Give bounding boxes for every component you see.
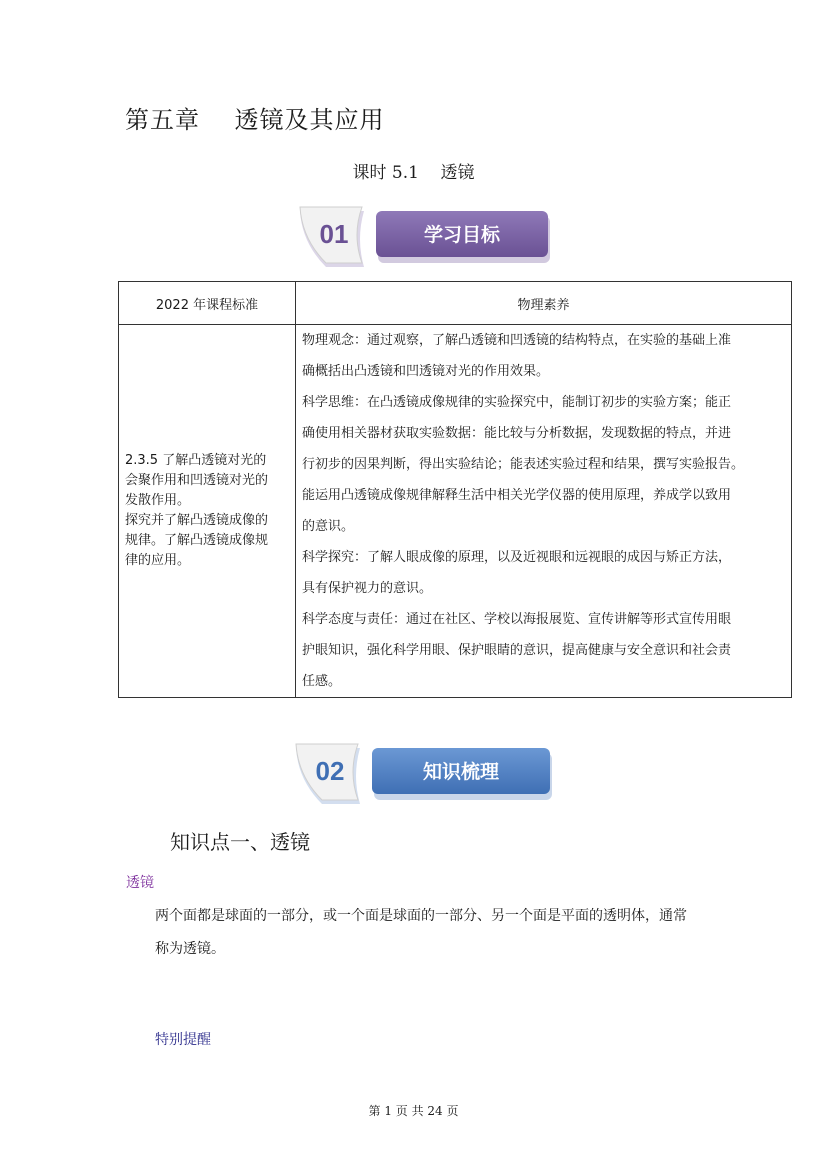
lens-definition: 两个面都是球面的一部分，或一个面是球面的一部分、另一个面是平面的透明体，通常 称为透镜。 [155, 908, 687, 957]
section-banner-knowledge [292, 740, 557, 810]
banner-label: 知识梳理 [422, 761, 500, 783]
physics-literacy-cell: 物理观念：通过观察，了解凸透镜和凹透镜的结构特点，在实验的基础上准 确概括出凸透镜和凹透镜对光的作用效果。 科学思维：在凸透镜成像规律的实验探究中，能制订初步的实验方案；能正 确使用相关器材获取实验数据：能比较与分析数据，发现数据的特点，并进 行初步的因果判断，得出实验结论；能表述实验过程和结果，撰写实验报告。 能运用凸透镜成像规律解释生活中相关光学仪器的使用原理，养成学以致用 的意识。 科学探究：了解人眼成像的原理，以及近视眼和远视眼的成因与矫正方法， 具有保护视力的意识。 科学态度与责任：通过在社区、学校以海报展览、宣传讲解等形式宣传用眼 护眼知识，强化科学用眼、保护眼睛的意识，提高健康与安全意识和社会责 任感。 [296, 325, 792, 698]
section-banner-objectives [296, 203, 556, 273]
banner-number: 01 [319, 219, 349, 249]
chapter-title: 第五章 透镜及其应用 [125, 106, 385, 134]
banner-label: 学习目标 [423, 224, 501, 246]
lesson-title: 课时 5.1 透镜 [352, 163, 475, 183]
knowledge-point-heading: 知识点一、透镜 [170, 830, 310, 854]
table-header-standard: 2022 年课程标准 [119, 282, 296, 325]
page-footer: 第 1 页 共 24 页 [368, 1104, 459, 1118]
curriculum-standard-cell: 2.3.5 了解凸透镜对光的 会聚作用和凹透镜对光的 发散作用。 探究并了解凸透镜成像的 规律。了解凸透镜成像规 律的应用。 [119, 325, 296, 698]
term-label: 透镜 [126, 875, 154, 891]
banner-number: 02 [315, 756, 345, 786]
objectives-table [118, 281, 792, 698]
table-header-literacy: 物理素养 [296, 282, 792, 325]
special-reminder-label: 特别提醒 [155, 1032, 211, 1048]
